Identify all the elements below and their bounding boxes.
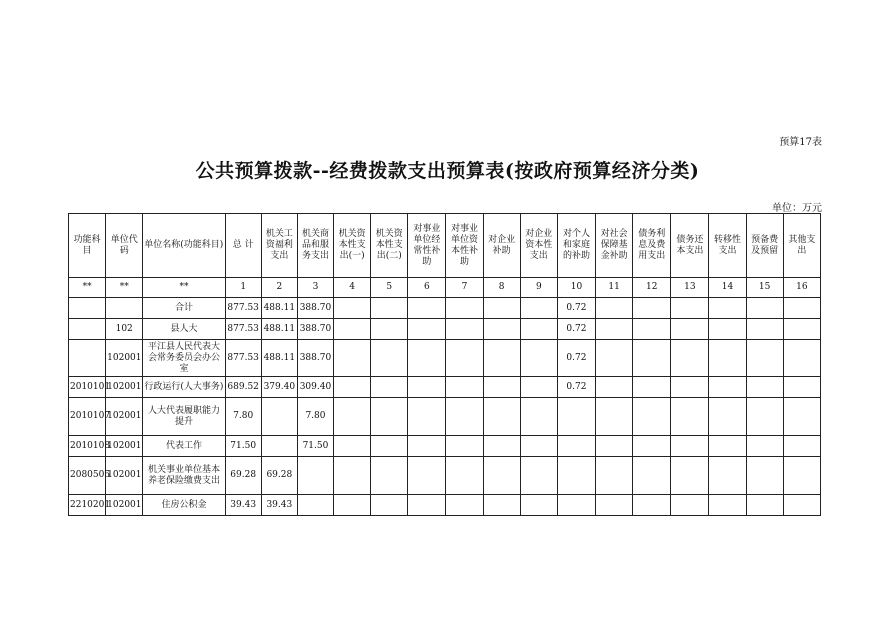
amount-cell xyxy=(746,398,783,436)
amount-cell xyxy=(371,457,408,495)
amount-cell xyxy=(446,298,483,319)
amount-cell xyxy=(520,340,557,377)
index-cell: 13 xyxy=(671,278,709,298)
column-header: 其他支出 xyxy=(783,214,820,278)
amount-cell: 689.52 xyxy=(225,377,261,398)
amount-cell xyxy=(408,298,446,319)
amount-cell: 488.11 xyxy=(261,340,297,377)
unit-code-cell: 102 xyxy=(106,319,143,340)
amount-cell: 0.72 xyxy=(557,319,595,340)
amount-cell xyxy=(520,298,557,319)
amount-cell xyxy=(783,377,820,398)
column-header: 对企业补助 xyxy=(483,214,520,278)
amount-cell xyxy=(596,298,633,319)
amount-cell xyxy=(371,495,408,516)
amount-cell xyxy=(709,377,746,398)
amount-cell: 7.80 xyxy=(297,398,333,436)
amount-cell xyxy=(408,436,446,457)
amount-cell xyxy=(783,340,820,377)
amount-cell xyxy=(261,398,297,436)
table-row xyxy=(69,298,821,319)
unit-name-cell: 住房公积金 xyxy=(143,495,225,516)
function-code-cell: 2010107 xyxy=(69,398,106,436)
amount-cell xyxy=(671,495,709,516)
column-header: 机关资本性支出(二) xyxy=(371,214,408,278)
index-cell: 1 xyxy=(225,278,261,298)
amount-cell xyxy=(633,340,671,377)
column-header: 机关工资福利支出 xyxy=(261,214,297,278)
index-cell: ** xyxy=(143,278,225,298)
amount-cell xyxy=(371,340,408,377)
amount-cell xyxy=(671,457,709,495)
amount-cell xyxy=(671,377,709,398)
amount-cell: 877.53 xyxy=(225,340,261,377)
amount-cell xyxy=(483,298,520,319)
index-cell: 16 xyxy=(783,278,820,298)
amount-cell xyxy=(746,298,783,319)
unit-label: 单位：万元 xyxy=(772,203,822,214)
amount-cell: 877.53 xyxy=(225,298,261,319)
unit-name-cell: 平江县人民代表大会常务委员会办公室 xyxy=(143,340,225,377)
amount-cell xyxy=(596,457,633,495)
amount-cell xyxy=(334,436,371,457)
amount-cell: 388.70 xyxy=(297,319,333,340)
index-cell: 2 xyxy=(261,278,297,298)
column-header: 机关资本性支出(一) xyxy=(334,214,371,278)
amount-cell: 488.11 xyxy=(261,319,297,340)
amount-cell xyxy=(334,398,371,436)
amount-cell xyxy=(709,298,746,319)
amount-cell xyxy=(557,436,595,457)
amount-cell xyxy=(261,436,297,457)
unit-name-cell: 人大代表履职能力提升 xyxy=(143,398,225,436)
index-cell: 10 xyxy=(557,278,595,298)
amount-cell xyxy=(557,457,595,495)
amount-cell: 488.11 xyxy=(261,298,297,319)
column-header: 预备费及预留 xyxy=(746,214,783,278)
amount-cell: 39.43 xyxy=(261,495,297,516)
index-cell: ** xyxy=(69,278,106,298)
amount-cell xyxy=(483,495,520,516)
column-header: 对社会保障基金补助 xyxy=(596,214,633,278)
amount-cell xyxy=(783,298,820,319)
amount-cell xyxy=(483,436,520,457)
amount-cell xyxy=(334,340,371,377)
table-row xyxy=(69,340,821,377)
amount-cell xyxy=(371,319,408,340)
unit-code-cell: 102001 xyxy=(106,495,143,516)
amount-cell xyxy=(783,457,820,495)
table-row xyxy=(69,457,821,495)
amount-cell xyxy=(446,436,483,457)
index-cell: 5 xyxy=(371,278,408,298)
index-cell: ** xyxy=(106,278,143,298)
amount-cell xyxy=(746,457,783,495)
amount-cell xyxy=(483,398,520,436)
amount-cell: 0.72 xyxy=(557,377,595,398)
amount-cell xyxy=(334,457,371,495)
amount-cell: 69.28 xyxy=(225,457,261,495)
amount-cell: 379.40 xyxy=(261,377,297,398)
column-header: 总 计 xyxy=(225,214,261,278)
amount-cell xyxy=(334,495,371,516)
column-header: 转移性支出 xyxy=(709,214,746,278)
unit-name-cell: 县人大 xyxy=(143,319,225,340)
table-row xyxy=(69,495,821,516)
amount-cell xyxy=(557,495,595,516)
table-row xyxy=(69,377,821,398)
column-header: 对企业资本性支出 xyxy=(520,214,557,278)
unit-name-cell: 行政运行(人大事务) xyxy=(143,377,225,398)
amount-cell xyxy=(520,457,557,495)
amount-cell: 309.40 xyxy=(297,377,333,398)
index-cell: 6 xyxy=(408,278,446,298)
function-code-cell: 2010108 xyxy=(69,436,106,457)
amount-cell xyxy=(371,436,408,457)
amount-cell: 69.28 xyxy=(261,457,297,495)
unit-name-cell: 合计 xyxy=(143,298,225,319)
amount-cell xyxy=(633,457,671,495)
unit-name-cell: 机关事业单位基本养老保险缴费支出 xyxy=(143,457,225,495)
amount-cell xyxy=(783,398,820,436)
amount-cell xyxy=(297,457,333,495)
column-header: 功能科目 xyxy=(69,214,106,278)
amount-cell xyxy=(709,319,746,340)
amount-cell xyxy=(633,398,671,436)
amount-cell xyxy=(596,377,633,398)
amount-cell xyxy=(671,298,709,319)
amount-cell xyxy=(783,319,820,340)
amount-cell xyxy=(371,298,408,319)
amount-cell: 877.53 xyxy=(225,319,261,340)
amount-cell xyxy=(371,398,408,436)
amount-cell xyxy=(408,398,446,436)
index-cell: 3 xyxy=(297,278,333,298)
index-cell: 7 xyxy=(446,278,483,298)
index-cell: 4 xyxy=(334,278,371,298)
function-code-cell: 2080505 xyxy=(69,457,106,495)
table-number: 预算17表 xyxy=(779,137,822,148)
table-row xyxy=(69,398,821,436)
column-header: 对事业单位经常性补助 xyxy=(408,214,446,278)
amount-cell xyxy=(334,377,371,398)
amount-cell xyxy=(483,319,520,340)
amount-cell xyxy=(633,495,671,516)
amount-cell: 388.70 xyxy=(297,298,333,319)
amount-cell xyxy=(557,398,595,436)
amount-cell xyxy=(596,340,633,377)
amount-cell xyxy=(671,398,709,436)
amount-cell xyxy=(520,495,557,516)
header-row xyxy=(69,214,821,278)
amount-cell xyxy=(671,340,709,377)
amount-cell xyxy=(446,319,483,340)
amount-cell xyxy=(446,377,483,398)
amount-cell xyxy=(520,319,557,340)
amount-cell xyxy=(746,436,783,457)
amount-cell xyxy=(709,436,746,457)
index-cell: 14 xyxy=(709,278,746,298)
amount-cell xyxy=(520,436,557,457)
index-cell: 12 xyxy=(633,278,671,298)
amount-cell: 0.72 xyxy=(557,298,595,319)
amount-cell xyxy=(446,340,483,377)
amount-cell xyxy=(709,398,746,436)
function-code-cell xyxy=(69,319,106,340)
column-header: 债务还本支出 xyxy=(671,214,709,278)
unit-code-cell: 102001 xyxy=(106,340,143,377)
amount-cell xyxy=(746,377,783,398)
amount-cell xyxy=(709,457,746,495)
amount-cell xyxy=(783,495,820,516)
amount-cell: 71.50 xyxy=(297,436,333,457)
column-header: 对事业单位资本性补助 xyxy=(446,214,483,278)
table-row xyxy=(69,436,821,457)
amount-cell xyxy=(596,495,633,516)
amount-cell xyxy=(709,340,746,377)
amount-cell xyxy=(408,377,446,398)
index-cell: 8 xyxy=(483,278,520,298)
amount-cell: 39.43 xyxy=(225,495,261,516)
amount-cell xyxy=(408,495,446,516)
column-header: 债务利息及费用支出 xyxy=(633,214,671,278)
column-header: 单位代码 xyxy=(106,214,143,278)
amount-cell xyxy=(446,495,483,516)
amount-cell xyxy=(633,377,671,398)
index-row xyxy=(69,278,821,298)
function-code-cell xyxy=(69,298,106,319)
amount-cell xyxy=(334,298,371,319)
amount-cell xyxy=(671,436,709,457)
amount-cell xyxy=(671,319,709,340)
amount-cell xyxy=(483,340,520,377)
amount-cell xyxy=(746,340,783,377)
amount-cell xyxy=(408,457,446,495)
column-header: 机关商品和服务支出 xyxy=(297,214,333,278)
amount-cell xyxy=(408,340,446,377)
budget-table xyxy=(68,213,821,516)
column-header: 单位名称(功能科目) xyxy=(143,214,225,278)
amount-cell xyxy=(334,319,371,340)
amount-cell xyxy=(596,436,633,457)
amount-cell: 0.72 xyxy=(557,340,595,377)
unit-code-cell: 102001 xyxy=(106,457,143,495)
amount-cell: 7.80 xyxy=(225,398,261,436)
function-code-cell: 2210201 xyxy=(69,495,106,516)
amount-cell xyxy=(483,377,520,398)
amount-cell xyxy=(746,495,783,516)
amount-cell xyxy=(746,319,783,340)
unit-code-cell: 102001 xyxy=(106,398,143,436)
amount-cell xyxy=(371,377,408,398)
amount-cell xyxy=(596,398,633,436)
amount-cell xyxy=(297,495,333,516)
amount-cell xyxy=(596,319,633,340)
amount-cell: 388.70 xyxy=(297,340,333,377)
unit-code-cell: 102001 xyxy=(106,377,143,398)
index-cell: 11 xyxy=(596,278,633,298)
function-code-cell: 2010101 xyxy=(69,377,106,398)
unit-code-cell: 102001 xyxy=(106,436,143,457)
unit-code-cell xyxy=(106,298,143,319)
function-code-cell xyxy=(69,340,106,377)
amount-cell: 71.50 xyxy=(225,436,261,457)
amount-cell xyxy=(633,298,671,319)
amount-cell xyxy=(446,398,483,436)
amount-cell xyxy=(483,457,520,495)
amount-cell xyxy=(408,319,446,340)
amount-cell xyxy=(520,398,557,436)
amount-cell xyxy=(633,319,671,340)
amount-cell xyxy=(633,436,671,457)
amount-cell xyxy=(783,436,820,457)
amount-cell xyxy=(446,457,483,495)
amount-cell xyxy=(709,495,746,516)
column-header: 对个人和家庭的补助 xyxy=(557,214,595,278)
unit-name-cell: 代表工作 xyxy=(143,436,225,457)
amount-cell xyxy=(520,377,557,398)
index-cell: 9 xyxy=(520,278,557,298)
page-title: 公共预算拨款--经费拨款支出预算表(按政府预算经济分类) xyxy=(195,160,700,182)
table-row xyxy=(69,319,821,340)
index-cell: 15 xyxy=(746,278,783,298)
